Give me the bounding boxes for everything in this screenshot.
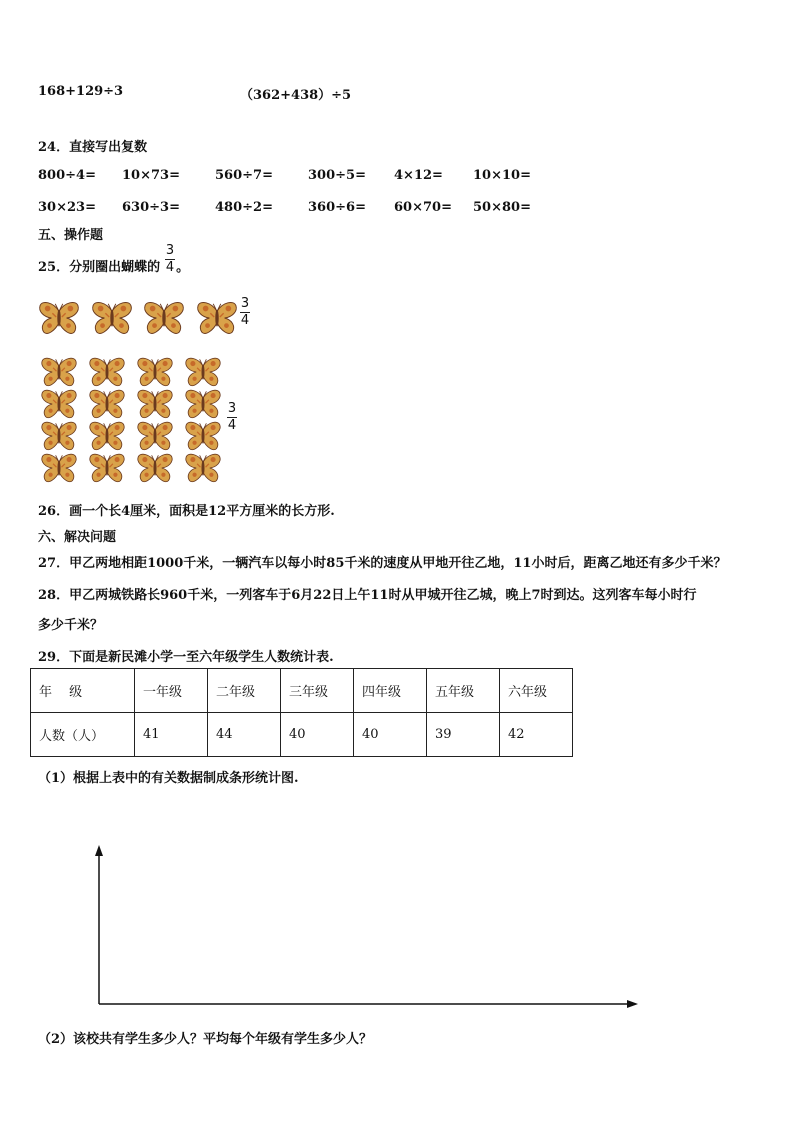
q29-title: 29．下面是新民滩小学一至六年级学生人数统计表. (38, 650, 334, 665)
table-cell: 二年级 (208, 669, 281, 713)
q24-expression: 50×80= (473, 200, 531, 215)
q24-expression: 360÷6= (308, 200, 366, 215)
q25-frac-num: 3 (165, 243, 175, 258)
expr-1: 168+129÷3 (38, 84, 124, 99)
q25-text-after: 。 (176, 260, 190, 275)
q25-text-before: 25．分别圈出蝴蝶的 (38, 260, 161, 275)
q29-sub2: （2）该校共有学生多少人？平均每个年级有学生多少人？ (38, 1032, 373, 1047)
table-cell: 年 级 (31, 669, 135, 713)
q24-expression: 300÷5= (308, 168, 366, 183)
q24-expression: 800÷4= (38, 168, 96, 183)
table-cell: 42 (500, 713, 573, 757)
table-cell: 40 (281, 713, 354, 757)
q24-expression: 560÷7= (215, 168, 273, 183)
q24-expression: 480÷2= (215, 200, 273, 215)
table-cell: 五年级 (427, 669, 500, 713)
group-1-frac-den: 4 (240, 313, 250, 328)
section-5-heading: 五、操作题 (38, 228, 104, 243)
table-cell: 44 (208, 713, 281, 757)
q24-title: 24．直接写出复数 (38, 140, 148, 155)
table-cell: 一年级 (135, 669, 208, 713)
q24-expression: 60×70= (394, 200, 452, 215)
q27-text: 27．甲乙两地相距1000千米，一辆汽车以每小时85千米的速度从甲地开往乙地，11小时后，距离乙地还有多少千米？ (38, 556, 727, 571)
table-cell: 39 (427, 713, 500, 757)
group-2-frac-num: 3 (227, 401, 237, 416)
y-axis-arrow-icon (95, 845, 103, 856)
q25-frac-den: 4 (165, 260, 175, 275)
group-1-frac-num: 3 (240, 296, 250, 311)
q24-expression: 10×73= (122, 168, 180, 183)
q29-sub1: （1）根据上表中的有关数据制成条形统计图. (38, 771, 299, 786)
expr-2: （362+438）÷5 (240, 88, 352, 103)
group-2-frac-den: 4 (227, 418, 237, 433)
q24-expression: 10×10= (473, 168, 531, 183)
table-cell: 四年级 (354, 669, 427, 713)
section-6-heading: 六、解决问题 (38, 530, 117, 545)
table-cell: 41 (135, 713, 208, 757)
q28-line1: 28．甲乙两城铁路长960千米，一列客车于6月22日上午11时从甲城开往乙城，晚上7时到达。这列客车每小时行 (38, 588, 697, 603)
q24-expression: 4×12= (394, 168, 443, 183)
q24-expression: 630÷3= (122, 200, 180, 215)
q28-line2: 多少千米？ (38, 618, 104, 633)
x-axis-arrow-icon (627, 1000, 638, 1008)
table-cell: 六年级 (500, 669, 573, 713)
table-cell: 40 (354, 713, 427, 757)
q26-text: 26．画一个长4厘米，面积是12平方厘米的长方形. (38, 504, 335, 519)
q24-expression: 30×23= (38, 200, 96, 215)
table-cell: 三年级 (281, 669, 354, 713)
table-cell: 人数（人） (31, 713, 135, 757)
